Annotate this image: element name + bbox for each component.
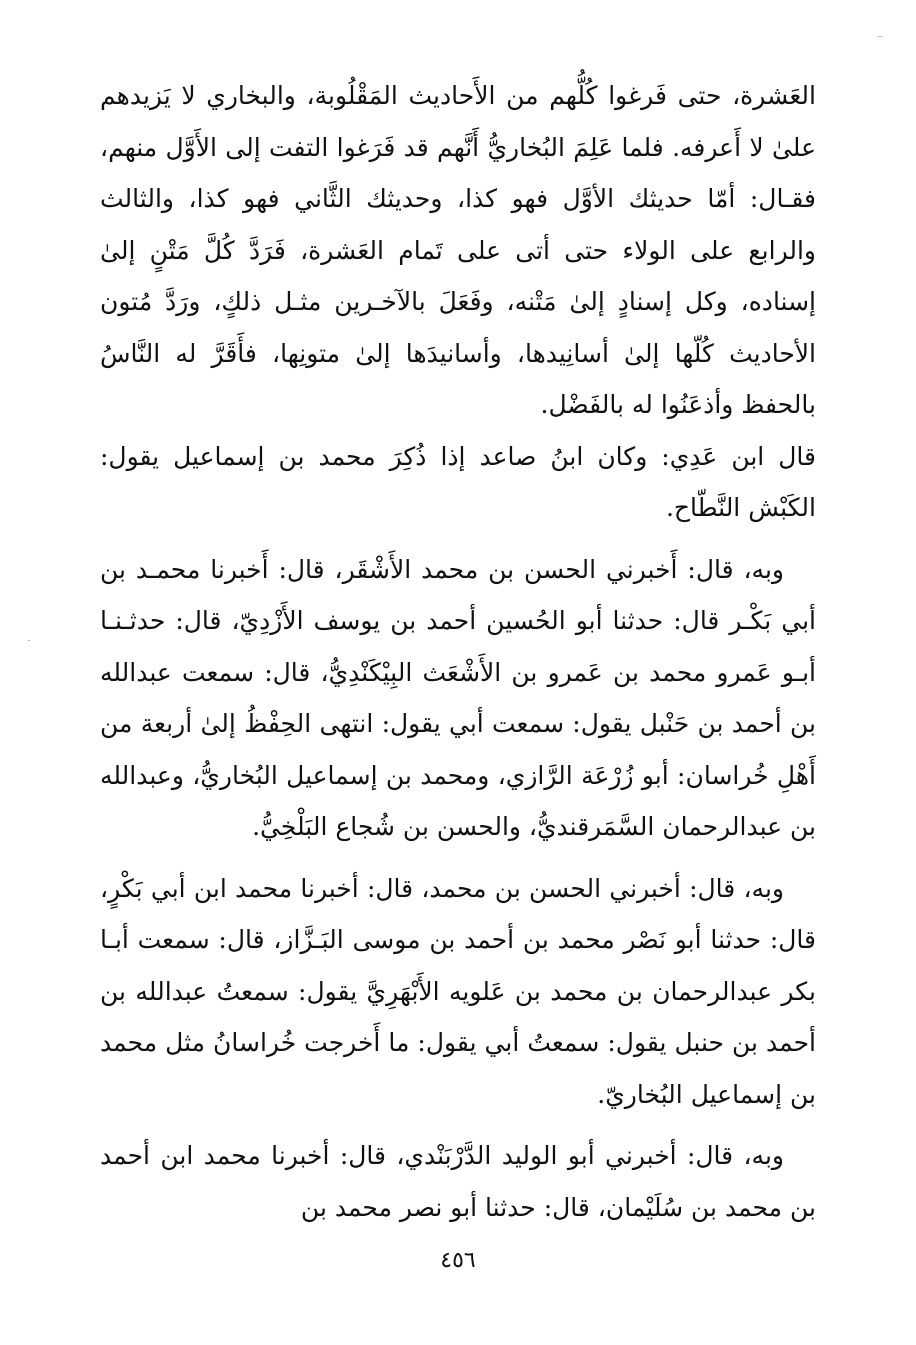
scan-speck [878, 36, 882, 37]
scan-speck [28, 640, 30, 641]
paragraph: قال ابن عَدِي: وكان ابنُ صاعد إذا ذُكِرَ محمد بن إسماعيل يقول: الكَبْش النَّطّاح. [100, 441, 816, 522]
paragraph: العَشرة، حتى فَرغوا كُلُّهم من الأَحاديث المَقْلُوبة، والبخاري لا يَزيدهم علىٰ لا أَعرفه. فلما عَلِمَ البُخاريُّ أَنَّهم قد فَرَغوا التفت إلى الأَوَّل منهم، فقـال: أمّا حديثك الأوَّل فهو كذا، وحديثك الثَّاني فهو كذا، والثالث والرابع على الولاء حتى أتى على تَمام العَشرة، فَرَدَّ كُلَّ مَتْنٍ إلىٰ إسناده، وكل إسنادٍ إلىٰ مَتْنه، وفَعَلَ بالآخـرين مثـل ذلكٍ، ورَدَّ مُتون الأحاديث كُلّها إلىٰ أسانِيدها، وأسانيدَها إلىٰ متونِها، فأَقَرَّ له النَّاسُ بالحفظ وأذعَنُوا له بالفَضْل. [100, 81, 816, 419]
paragraph: وبه، قال: أَخبرني الحسن بن محمد الأَشْقَر، قال: أَخبرنا محمـد بن أبي بَكْـر قال: حدثنا أبو الحُسين أحمد بن يوسف الأَزْدِيّ، قال: حدثـنـا أبـو عَمرو محمد بن عَمرو بن الأَشْعَث البِيْكَنْدِيُّ، قال: سمعت عبدالله بن أحمد بن حَنْبل يقول: سمعت أبي يقول: انتهى الحِفْظُ إلىٰ أربعة من أَهْلِ خُراسان: أبو زُرْعَة الرَّازي، ومحمد بن إسماعيل البُخاريُّ، وعبدالله بن عبدالرحمان السَّمَرقنديُّ، والحسن بن شُجاع البَلْخِيُّ. [100, 554, 816, 841]
paragraph: وبه، قال: أخبرني الحسن بن محمد، قال: أخبرنا محمد ابن أبي بَكْرٍ، قال: حدثنا أبو نَصْر محمد بن أحمد بن موسى البَـزَّاز، قال: سمعت أبـا بكر عبدالرحمان بن محمد بن عَلويه الأَبْهَرِيَّ يقول: سمعتُ عبدالله بن أحمد بن حنبل يقول: سمعتُ أبي يقول: ما أَخرجت خُراسانُ مثل محمد بن إسماعيل البُخاريّ. [100, 873, 816, 1109]
body-text [100, 70, 816, 1233]
paragraph: وبه، قال: أخبرني أبو الوليد الدَّرْبَنْدي، قال: أخبرنا محمد ابن أحمد بن محمد بن سُلَيْمان، قال: حدثنا أبو نصر محمد بن [100, 1141, 816, 1222]
page-number: ٤٥٦ [440, 1248, 476, 1273]
